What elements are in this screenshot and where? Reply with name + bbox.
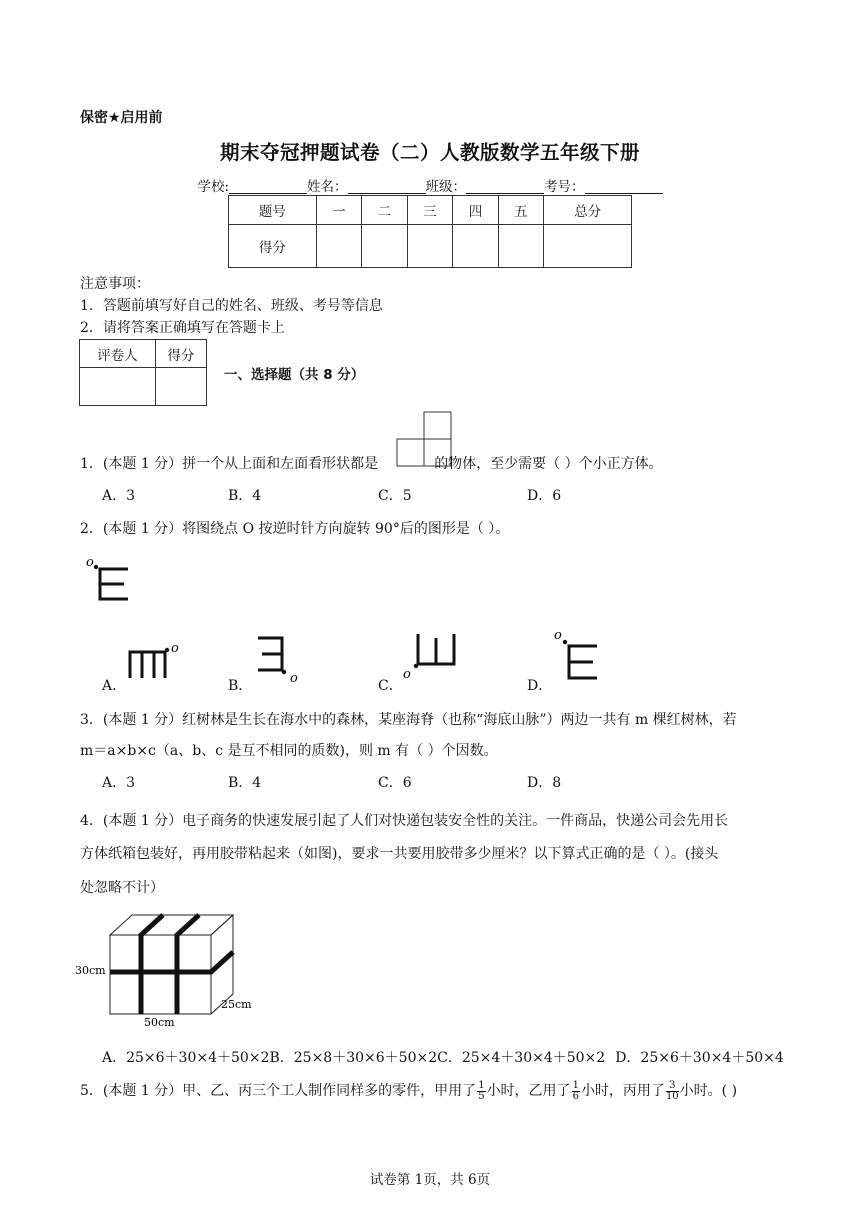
number-blank[interactable] — [585, 179, 663, 194]
class-blank[interactable] — [466, 179, 544, 194]
name-label: 姓名： — [307, 179, 348, 195]
score-cell[interactable] — [453, 225, 498, 268]
q4-option-c[interactable]: C．25×4＋30×4＋50×2 — [437, 1050, 606, 1066]
q3-option-a[interactable]: A．3 — [102, 775, 136, 791]
question-3-line1: 3．(本题 1 分）红树林是生长在海水中的森林，某座海脊（也称“海底山脉”）两边一共有 m 棵红树林，若 — [80, 712, 737, 728]
confidential-label: 保密★启用前 — [80, 110, 163, 126]
score-header-cell: 题号 — [229, 196, 317, 225]
reviewer-cell[interactable] — [80, 368, 156, 406]
page-footer: 试卷第 1页，共 6页 — [369, 1172, 491, 1188]
q5-text-3: 小时，丙用了 — [580, 1083, 665, 1099]
question-4-line3: 处忽略不计） — [80, 880, 164, 896]
score-cell[interactable] — [362, 225, 407, 268]
q1-option-a[interactable]: A．3 — [102, 488, 136, 504]
score-header-cell: 总分 — [544, 196, 632, 225]
q4-option-a[interactable]: A．25×6＋30×4＋50×2 — [102, 1050, 270, 1066]
q5-text-2: 小时，乙用了 — [486, 1083, 571, 1099]
score-header-cell: 二 — [362, 196, 407, 225]
notes-title: 注意事项： — [80, 276, 150, 292]
q1-option-b[interactable]: B．4 — [228, 488, 262, 504]
grader-score-cell[interactable] — [155, 368, 206, 406]
name-blank[interactable] — [348, 179, 426, 194]
q1-text-prefix: 1．(本题 1 分）拼一个从上面和左面看形状都是 — [80, 456, 379, 472]
school-label: 学校: — [197, 179, 230, 195]
score-header-cell: 四 — [453, 196, 498, 225]
question-1 — [80, 453, 663, 473]
q5-text-4: 小时。( ) — [679, 1083, 738, 1099]
q5-fraction-1: $\frac{1}{5}$ — [478, 1079, 485, 1102]
question-4-line1: 4．(本题 1 分）电子商务的快速发展引起了人们对快递包装安全性的关注。一件商品，快递公司会先用长 — [80, 813, 729, 829]
q2-option-b-figure[interactable] — [252, 630, 310, 685]
q4-width-label: 25cm — [221, 998, 252, 1011]
q2-option-a[interactable]: A． — [102, 678, 127, 694]
score-header-cell: 三 — [407, 196, 452, 225]
score-header-cell: 一 — [316, 196, 361, 225]
section-title: 一、选择题（共 8 分） — [224, 367, 365, 383]
question-5 — [80, 1080, 737, 1102]
grader-score-header: 得分 — [155, 340, 206, 368]
q2-option-b[interactable]: B． — [228, 678, 253, 694]
score-cell[interactable] — [316, 225, 361, 268]
school-blank[interactable] — [229, 179, 307, 194]
q5-fraction-2: $\frac{1}{6}$ — [572, 1079, 579, 1102]
q1-option-d[interactable]: D．6 — [527, 488, 562, 504]
question-2: 2．(本题 1 分）将图绕点 O 按逆时针方向旋转 90°后的图形是（ ）。 — [80, 521, 510, 537]
q4-box-figure — [75, 908, 260, 1033]
q5-fraction-3: $\frac{3}{10}$ — [665, 1079, 679, 1102]
q4-options — [102, 1047, 784, 1067]
q1-text-suffix: 的物体，至少需要（ ）个小正方体。 — [434, 456, 663, 472]
svg-text:o: o — [290, 671, 298, 685]
svg-text:o: o — [171, 641, 179, 656]
svg-text:o: o — [403, 667, 411, 682]
q4-option-b[interactable]: B．25×8＋30×6＋50×2 — [269, 1050, 438, 1066]
q3-option-c[interactable]: C．6 — [378, 775, 412, 791]
class-label: 班级： — [425, 179, 467, 195]
score-cell[interactable] — [498, 225, 543, 268]
q2-option-c[interactable]: C． — [378, 678, 403, 694]
q4-option-d[interactable]: D．25×6＋30×4＋50×4 — [615, 1050, 784, 1066]
question-4-line2: 方体纸箱包装好，再用胶带粘起来（如图)，要求一共要用胶带多少厘米？以下算式正确的是（ ）。(接头 — [80, 846, 719, 862]
q2-original-figure — [86, 553, 136, 603]
q2-origin-label: o — [86, 555, 94, 570]
score-table — [228, 195, 632, 268]
q4-length-label: 50cm — [144, 1016, 175, 1029]
q3-option-b[interactable]: B．4 — [228, 775, 262, 791]
svg-text:o: o — [554, 628, 562, 643]
number-label: 考号： — [544, 179, 585, 195]
grader-table — [79, 339, 207, 406]
q2-option-c-figure[interactable] — [400, 628, 462, 683]
q3-option-d[interactable]: D．8 — [527, 775, 562, 791]
q4-height-label: 30cm — [75, 964, 106, 977]
page-title: 期末夺冠押题试卷（二）人教版数学五年级下册 — [219, 141, 640, 164]
q5-text-1: 5．(本题 1 分）甲、乙、丙三个工人制作同样多的零件，甲用了 — [80, 1083, 477, 1099]
note-item: 2．请将答案正确填写在答题卡上 — [80, 320, 285, 336]
score-cell[interactable] — [407, 225, 452, 268]
score-cell[interactable] — [544, 225, 632, 268]
q2-option-d-figure[interactable] — [553, 626, 603, 684]
score-header-cell: 五 — [498, 196, 543, 225]
q2-option-d[interactable]: D． — [527, 678, 553, 694]
score-row-label: 得分 — [229, 225, 317, 268]
note-item: 1．答题前填写好自己的姓名、班级、考号等信息 — [80, 298, 383, 314]
question-3-line2: m＝a×b×c（a、b、c 是互不相同的质数)，则 m 有（ ）个因数。 — [80, 743, 498, 759]
q2-option-a-figure[interactable] — [125, 638, 185, 683]
reviewer-header: 评卷人 — [80, 340, 156, 368]
q1-option-c[interactable]: C．5 — [378, 488, 412, 504]
student-info-line — [0, 175, 860, 195]
